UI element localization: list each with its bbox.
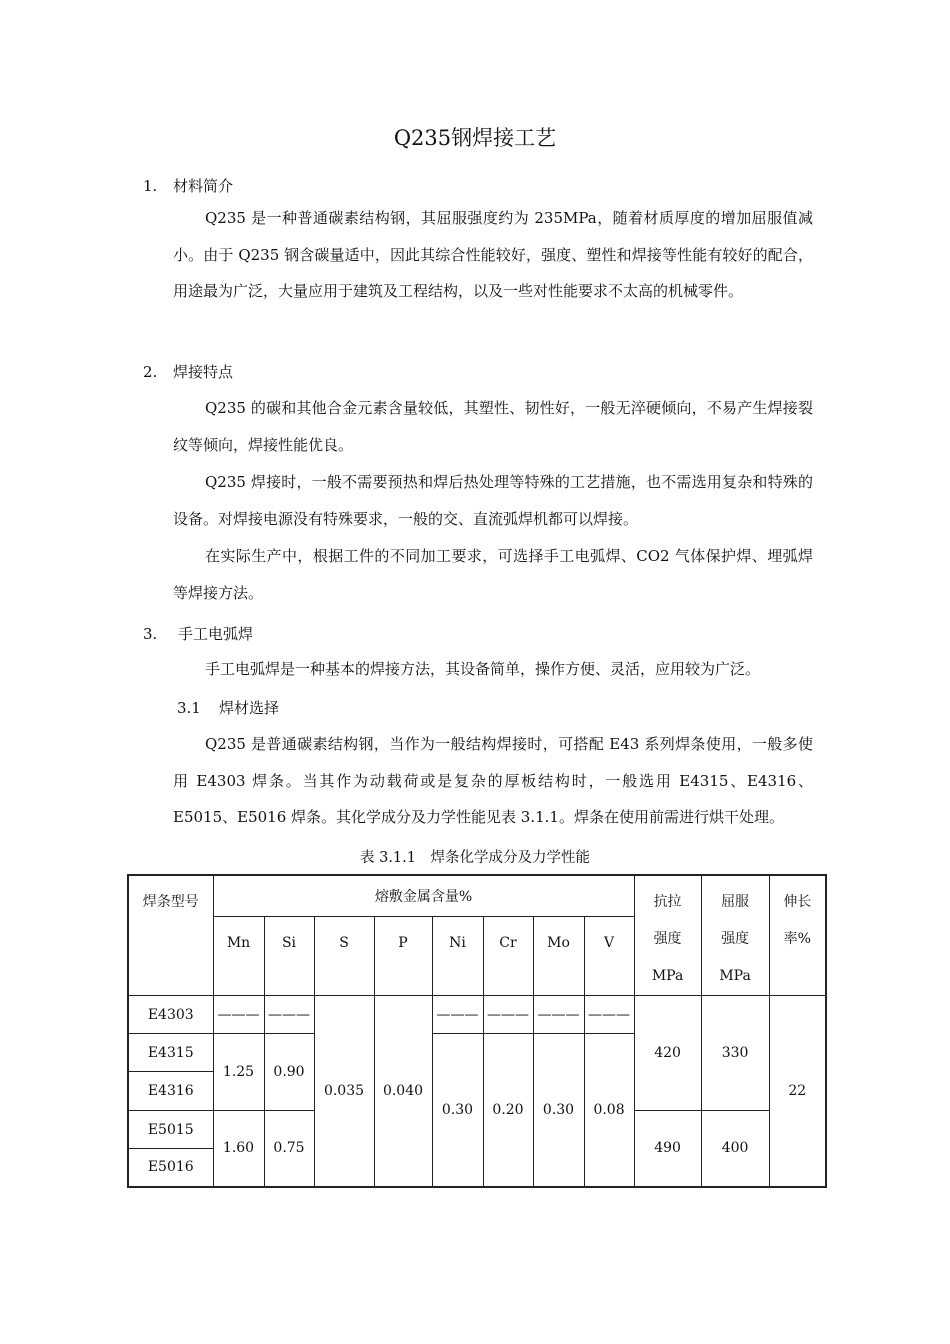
section-title: 焊接特点 bbox=[173, 363, 234, 381]
header-element-cr: Cr bbox=[483, 916, 533, 995]
feature-paragraph-1: Q235 的碳和其他合金元素含量较低，其塑性、韧性好，一般无淬硬倾向，不易产生焊接裂纹等倾向，焊接性能优良。 bbox=[173, 399, 813, 454]
v-cell: ——— bbox=[584, 996, 634, 1034]
header-tensile: 抗拉 强度 MPa bbox=[634, 875, 701, 996]
yield-cell: 400 bbox=[701, 1111, 769, 1187]
section-number: 1. bbox=[143, 177, 158, 195]
section-heading-2 bbox=[143, 361, 233, 382]
p-cell: 0.040 bbox=[374, 996, 432, 1187]
si-cell: 0.90 bbox=[264, 1034, 314, 1111]
electrode-table bbox=[127, 874, 827, 1188]
header-model: 焊条型号 bbox=[128, 875, 213, 996]
model-cell: E4303 bbox=[128, 996, 213, 1034]
section-heading-1 bbox=[143, 175, 233, 196]
cr-cell: 0.20 bbox=[483, 1034, 533, 1187]
subsection-title: 焊材选择 bbox=[219, 699, 280, 717]
model-cell: E5016 bbox=[128, 1149, 213, 1187]
tensile-cell: 490 bbox=[634, 1111, 701, 1187]
subsection-heading bbox=[177, 697, 279, 718]
material-paragraph: Q235 是普通碳素结构钢，当作为一般结构焊接时，可搭配 E43 系列焊条使用，一般多使用 E4303 焊条。当其作为动载荷或是复杂的厚板结构时，一般选用 E4315、E4316、E5015、E5016 焊条。其化学成分及力学性能见表 3.1.1。焊条在使用前需进行烘干处理。 bbox=[173, 735, 813, 826]
model-cell: E5015 bbox=[128, 1111, 213, 1149]
header-element-s: S bbox=[314, 916, 374, 995]
tensile-cell: 420 bbox=[634, 996, 701, 1111]
manual-arc-paragraph: 手工电弧焊是一种基本的焊接方法，其设备简单，操作方便、灵活，应用较为广泛。 bbox=[205, 660, 761, 678]
header-element-p: P bbox=[374, 916, 432, 995]
header-yield: 屈服 强度 MPa bbox=[701, 875, 769, 996]
model-cell: E4315 bbox=[128, 1034, 213, 1072]
v-cell: 0.08 bbox=[584, 1034, 634, 1187]
si-cell: 0.75 bbox=[264, 1111, 314, 1187]
section-heading-3 bbox=[143, 623, 253, 644]
header-element-mo: Mo bbox=[533, 916, 584, 995]
header-element-mn: Mn bbox=[213, 916, 264, 995]
header-element-ni: Ni bbox=[432, 916, 483, 995]
ni-cell: ——— bbox=[432, 996, 483, 1034]
model-cell: E4316 bbox=[128, 1072, 213, 1111]
cr-cell: ——— bbox=[483, 996, 533, 1034]
mo-cell: 0.30 bbox=[533, 1034, 584, 1187]
elongation-cell: 22 bbox=[769, 996, 826, 1187]
header-element-v: V bbox=[584, 916, 634, 995]
ni-cell: 0.30 bbox=[432, 1034, 483, 1187]
intro-paragraph: Q235 是一种普通碳素结构钢，其屈服强度约为 235MPa，随着材质厚度的增加屈服值减小。由于 Q235 钢含碳量适中，因此其综合性能较好，强度、塑性和焊接等性能有较好的配合，用途最为广泛，大量应用于建筑及工程结构，以及一些对性能要求不太高的机械零件。 bbox=[173, 209, 813, 300]
mn-cell: 1.60 bbox=[213, 1111, 264, 1187]
mn-cell: 1.25 bbox=[213, 1034, 264, 1111]
mn-cell: ——— bbox=[213, 996, 264, 1034]
section-number: 2. bbox=[143, 363, 158, 381]
subsection-number: 3.1 bbox=[177, 699, 201, 717]
si-cell: ——— bbox=[264, 996, 314, 1034]
section-title: 材料简介 bbox=[173, 177, 234, 195]
s-cell: 0.035 bbox=[314, 996, 374, 1187]
feature-paragraph-3: 在实际生产中，根据工件的不同加工要求，可选择手工电弧焊、CO2 气体保护焊、埋弧焊等焊接方法。 bbox=[173, 547, 813, 602]
feature-paragraph-2: Q235 焊接时，一般不需要预热和焊后热处理等特殊的工艺措施，也不需选用复杂和特殊的设备。对焊接电源没有特殊要求，一般的交、直流弧焊机都可以焊接。 bbox=[173, 473, 813, 528]
mo-cell: ——— bbox=[533, 996, 584, 1034]
yield-cell: 330 bbox=[701, 996, 769, 1111]
section-number: 3. bbox=[143, 625, 158, 643]
table-caption: 表 3.1.1 焊条化学成分及力学性能 bbox=[359, 850, 590, 866]
header-element-si: Si bbox=[264, 916, 314, 995]
header-elongation: 伸长 率% bbox=[769, 875, 826, 996]
section-title: 手工电弧焊 bbox=[178, 625, 254, 643]
header-metal-content: 熔敷金属含量% bbox=[213, 875, 634, 916]
document-title: Q235钢焊接工艺 bbox=[393, 126, 557, 150]
